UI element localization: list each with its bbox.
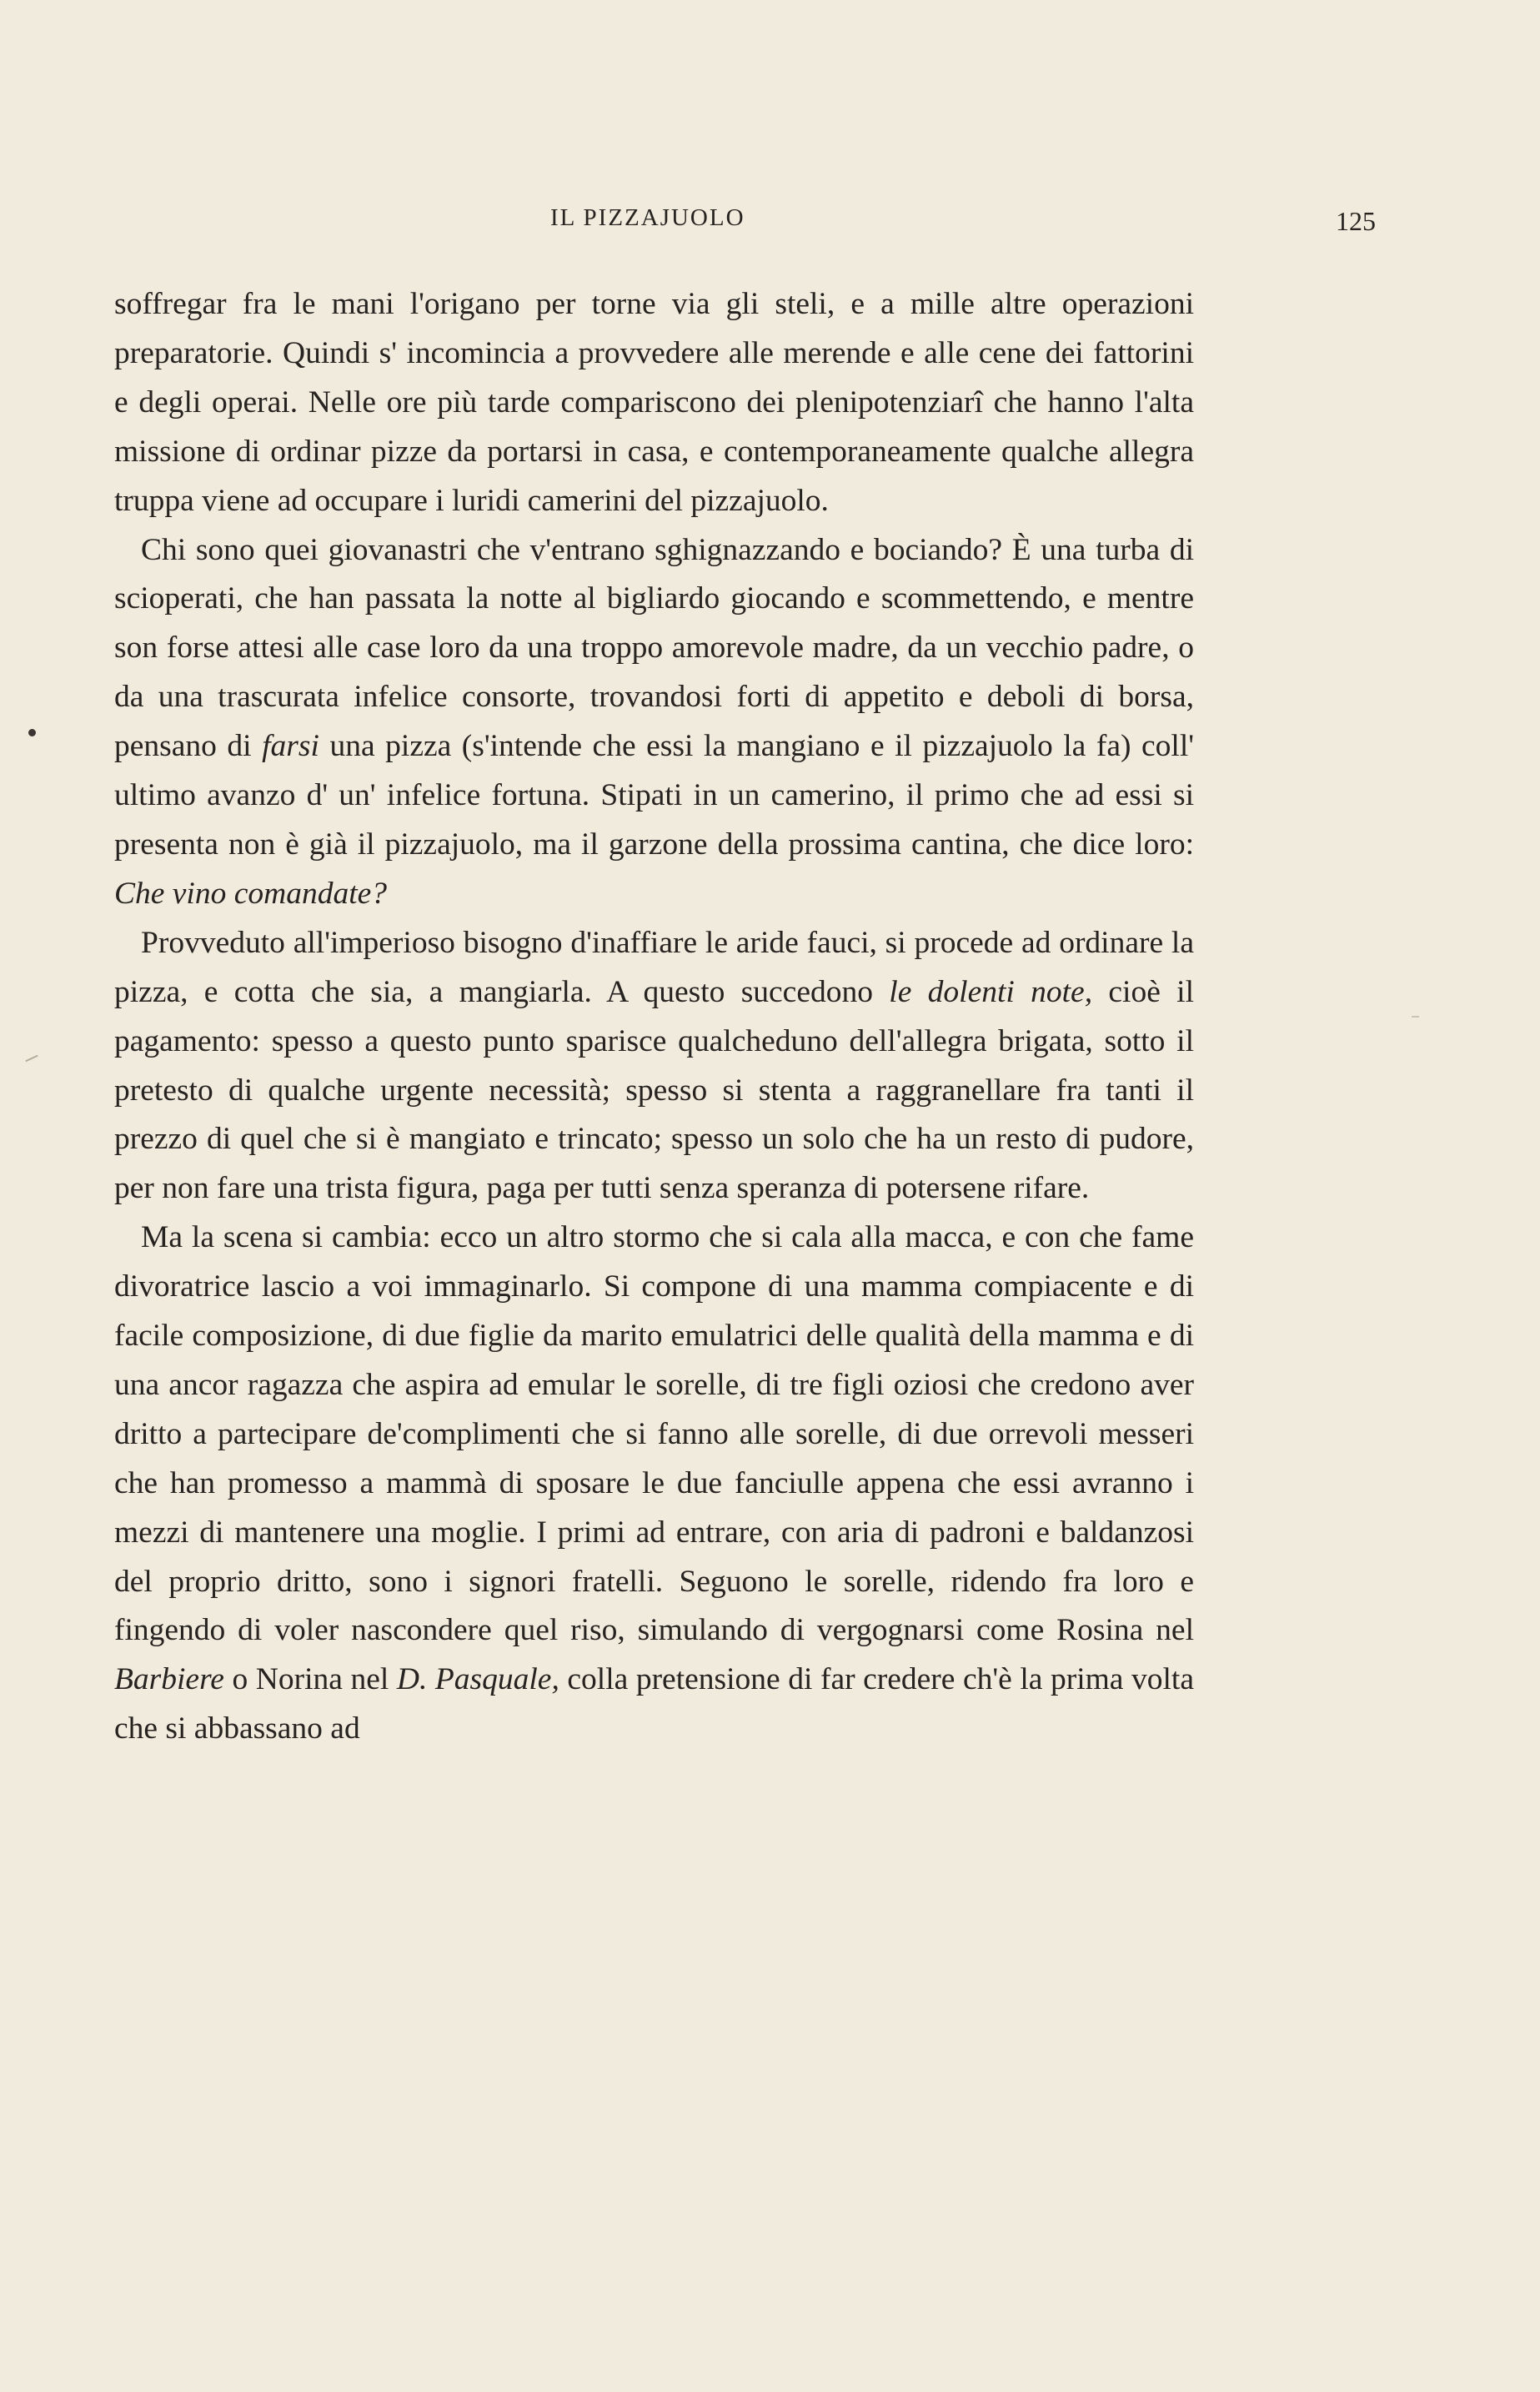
margin-pencil-mark	[25, 1055, 38, 1063]
text-run: cioè il pagamento: spesso a questo punto sparisce qualcheduno dell'allegra brigata, sotto il pretesto di qualche urgente necessità; spesso si stenta a raggranellare fra tanti il prezzo di quel che si è mangiato e trincato; spesso un solo che ha un resto di pudore, per non fare una trista figura, paga per tutti senza speranza di potersene rifare.	[114, 974, 1195, 1206]
running-title: IL PIZZAJUOLO	[550, 204, 745, 231]
page-number: 125	[1336, 206, 1376, 236]
margin-ink-dot	[28, 729, 36, 736]
paragraph	[114, 526, 1194, 919]
italic-text-run: farsi	[262, 729, 319, 764]
italic-text-run: Barbiere	[114, 1662, 224, 1697]
margin-pencil-mark	[1412, 1016, 1419, 1018]
text-run: o Norina nel	[223, 1662, 397, 1697]
text-run: colla pretensione di far credere ch'è la prima volta che si abbassano ad	[114, 1662, 1194, 1746]
text-run: Chi sono quei giovanastri che v'entrano sghignazzando e bociando? È una turba di scioperati, che han passata la notte al bigliardo giocando e scommettendo, e mentre son forse attesi alle case loro da una troppo amorevole madre, da un vecchio padre, o da una trascurata infelice consorte, trovandosi forti di appetito e deboli di borsa, pensano di	[114, 532, 1194, 764]
text-run: Provveduto all'imperioso bisogno d'inaffiare le aride fauci, si procede ad ordinare la pizza, e cotta che sia, a mangiarla. A questo succedono	[114, 925, 1194, 1009]
paragraph	[114, 919, 1194, 1214]
paragraph	[114, 280, 1194, 526]
text-run: Ma la scena si cambia: ecco un altro stormo che si cala alla macca, e con che fame divoratrice lascio a voi immaginarlo. Si compone di una mamma compiacente e di facile composizione, di due figlie da marito emulatrici delle qualità della mamma e di una ancor ragazza che aspira ad emular le sorelle, di tre figli oziosi che credono aver dritto a partecipare de'complimenti che si fanno alle sorelle, di due orrevoli messeri che han promesso a mammà di sposare le due fanciulle appena che essi avranno i mezzi di mantenere una moglie. I primi ad entrare, con aria di padroni e baldanzosi del proprio dritto, sono i signori fratelli. Seguono le sorelle, ridendo fra loro e fingendo di voler nascondere quel riso, simulando di vergognarsi come Rosina nel	[114, 1220, 1194, 1648]
text-run: una pizza (s'intende che essi la mangiano e il pizzajuolo la fa) coll' ultimo avanzo d' un' infelice fortuna. Stipati in un camerino, il primo che ad essi si presenta non è già il pizzajuolo, ma il garzone della prossima cantina, che dice loro:	[114, 729, 1194, 862]
italic-text-run: D. Pasquale,	[396, 1662, 559, 1697]
paragraph	[114, 1214, 1194, 1754]
italic-text-run: Che vino comandate?	[114, 876, 388, 911]
italic-text-run: le dolenti note,	[889, 974, 1093, 1009]
body-text	[114, 280, 1194, 1754]
text-run: soffregar fra le mani l'origano per torne via gli steli, e a mille altre operazioni preparatorie. Quindi s' incomincia a provvedere alle merende e alle cene dei fattorini e degli operai. Nelle ore più tarde compariscono dei plenipotenziarî che hanno l'alta missione di ordinar pizze da portarsi in casa, e contemporaneamente qualche allegra truppa viene ad occupare i luridi camerini del pizzajuolo.	[114, 287, 1194, 518]
running-head	[0, 197, 1540, 239]
